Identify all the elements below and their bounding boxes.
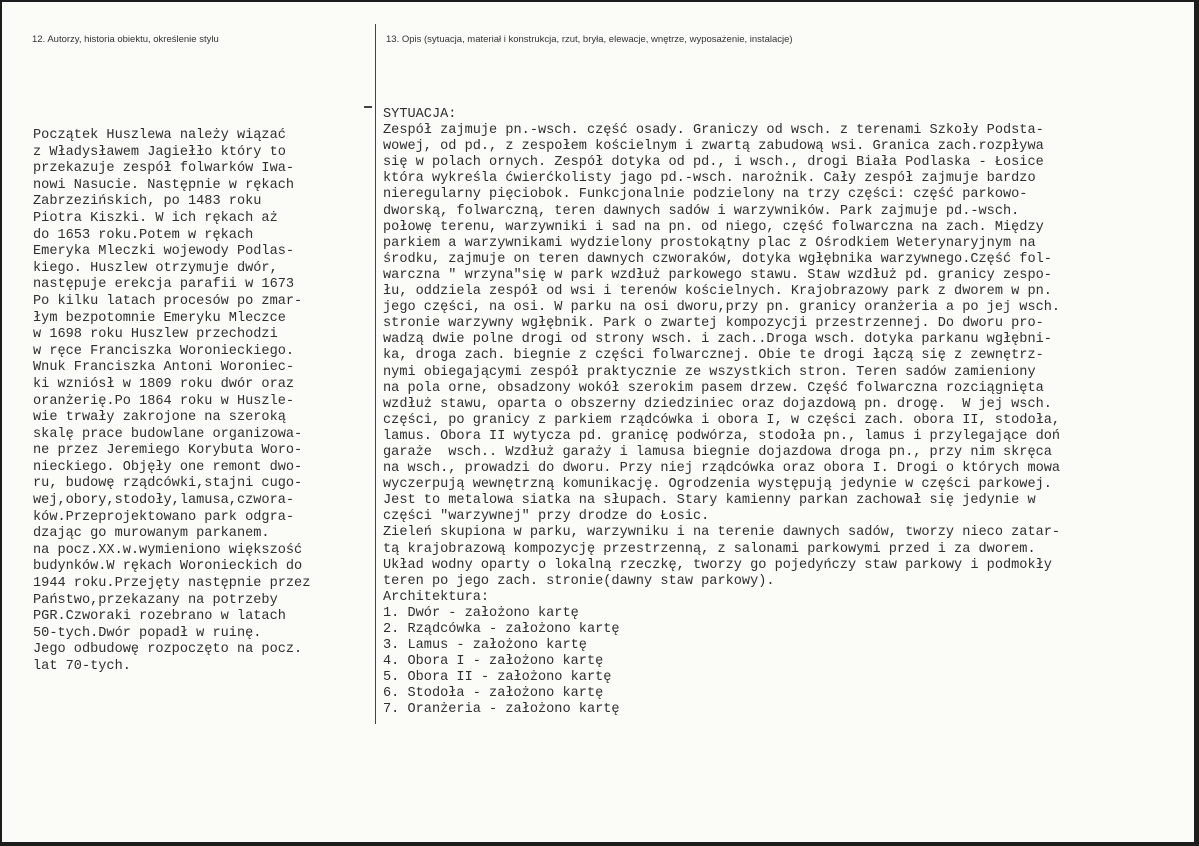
description-line: teren po jego zach. stronie(dawny staw parkowy).	[383, 573, 775, 589]
history-line: wej,obory,stodoły,lamusa,czwora-	[33, 493, 295, 509]
history-line: Wnuk Franciszka Antoni Woroniec-	[33, 360, 295, 376]
description-line: SYTUACJA:	[383, 107, 457, 122]
description-line: nieregularny pięciobok. Funkcjonalnie podzielony na trzy części: część parkowo-	[383, 187, 1028, 203]
description-line: wyczerpują wewnętrzną komunikację. Ogrodzenia występują jedynie w części parkowej.	[383, 477, 1052, 493]
history-line: łym bezpotomnie Emeryku Mleczce	[33, 310, 286, 326]
description-line: 2. Rządcówka - założono kartę	[383, 622, 620, 637]
history-line: 50-tych.Dwór popadł w ruinę.	[33, 625, 262, 641]
description-line: części "warzywnej" przy drodze do Łosic.	[383, 509, 710, 525]
description-line: Zieleń skupiona w parku, warzywniku i na terenie dawnych sadów, tworzy nieco zatar-	[383, 525, 1061, 541]
description-line: 6. Stodoła - założono kartę	[383, 686, 604, 702]
section-13-header: 13. Opis (sytuacja, materiał i konstrukcja, rzut, bryła, elewacje, wnętrze, wyposażenie, instalacje)	[386, 34, 793, 45]
column-divider	[375, 24, 376, 724]
description-line: Układ wodny oparty o lokalną rzeczkę, tworzy go pojedyńczy staw parkowy i podmokły	[383, 557, 1052, 573]
history-line: przekazuje zespół folwarków Iwa-	[33, 161, 295, 177]
description-text	[383, 107, 1060, 719]
history-line: na pocz.XX.w.wymieniono większość	[33, 542, 303, 558]
description-line: łu, oddziela zespół od wsi i terenów kościelnych. Krajobrazowy park z dworem w pn.	[383, 284, 1052, 300]
description-line: która wykreśla ćwierćkolisty jago pd.-wsch. narożnik. Cały zespół zajmuje bardzo	[383, 171, 1036, 187]
description-line: jego części, na osi. W parku na osi dworu,przy pn. granicy oranżeria a po jej wsch.	[383, 300, 1061, 316]
description-line: się w polach ornych. Zespół dotyka od pd., i wsch., drogi Biała Podlaska - Łosice	[383, 155, 1044, 171]
description-line: lamus. Obora II wytycza pd. granicę podwórza, stodoła pn., lamus i przylegające doń	[383, 428, 1061, 444]
description-line: części, po granicy z parkiem rządcówka i obora I, w części zach. obora II, stodoła,	[383, 412, 1061, 428]
description-line: wadzą dwie polne drogi od strony wsch. i zach..Droga wsch. dotyka parkanu wgłębni-	[383, 332, 1052, 348]
description-line: nymi obiegającymi zespół praktycznie ze wszystkich stron. Teren sadów zamieniony	[383, 364, 1036, 380]
description-line: stronie warzywny wgłębnik. Park o zwartej kompozycji przestrzennej. Do dworu pro-	[383, 316, 1044, 332]
history-line: Zabrzezińskich, po 1483 roku	[33, 194, 262, 210]
description-line: Jest to metalowa siatka na słupach. Stary kamienny parkan zachował się jedynie w	[383, 493, 1036, 509]
description-line: wzdłuż stawu, oparta o obszerny dziedziniec oraz dojazdową pn. drogę. W jej wsch.	[383, 396, 1052, 412]
history-line: wie trwały zakrojone na szeroką	[33, 410, 286, 426]
history-line: ków.Przeprojektowano park odgra-	[33, 509, 295, 525]
margin-dash-mark	[364, 106, 372, 108]
history-line: dzając go murowanym parkanem.	[33, 526, 270, 542]
description-line: 7. Oranżeria - założono kartę	[383, 702, 620, 718]
history-line: skalę prace budowlane organizowa-	[33, 426, 303, 442]
history-line: 1944 roku.Przejęty następnie przez	[33, 576, 311, 592]
description-line: dworską, folwarczną, teren dawnych sadów i warzywników. Park zajmuje pd.-wsch.	[383, 203, 1020, 219]
history-line: ki wzniósł w 1809 roku dwór oraz	[33, 376, 295, 392]
history-line: następuje erekcja parafii w 1673	[33, 277, 295, 293]
description-line: na wsch., prowadzi do dworu. Przy niej rządcówka oraz obora I. Drogi o których mowa	[383, 461, 1061, 477]
document-sheet	[2, 2, 1194, 842]
description-line: 1. Dwór - założono kartę	[383, 605, 579, 621]
description-line: 4. Obora I - założono kartę	[383, 654, 604, 670]
history-line: Emeryka Mleczki wojewody Podlas-	[33, 244, 295, 260]
history-line: do 1653 roku.Potem w rękach	[33, 227, 254, 243]
history-line: nowi Nasucie. Następnie w rękach	[33, 177, 295, 193]
history-line: nieckiego. Objęły one remont dwo-	[33, 459, 303, 475]
description-line: warczna " wrzyna"się w park wzdłuż parkowego stawu. Staw wzdłuż pd. granicy zespo-	[383, 267, 1052, 283]
description-line: ka, droga zach. biegnie z części folwarcznej. Obie te drogi łączą się z zewnętrz-	[383, 348, 1044, 364]
history-line: Piotra Kiszki. W ich rękach aż	[33, 210, 278, 226]
description-line: tą krajobrazową kompozycję przestrzenną, z salonami parkowymi przed i za dworem.	[383, 541, 1036, 557]
history-line: Państwo,przekazany na potrzeby	[33, 592, 278, 608]
history-line: Początek Huszlewa należy wiązać	[33, 128, 286, 143]
history-line: PGR.Czworaki rozebrano w latach	[33, 609, 286, 625]
description-line: na pola orne, obsadzony wokół szerokim pasem drzew. Część folwarczna rozciągnięta	[383, 380, 1044, 396]
history-line: Po kilku latach procesów po zmar-	[33, 293, 303, 309]
description-line: Architektura:	[383, 589, 490, 605]
history-line: lat 70-tych.	[33, 659, 131, 674]
history-line: Jego odbudowę rozpoczęto na pocz.	[33, 642, 303, 658]
history-line: ru, budowę rządcówki,stajni cugo-	[33, 476, 303, 492]
history-line: ne przez Jeremiego Korybuta Woro-	[33, 443, 303, 459]
history-text	[33, 128, 310, 676]
history-line: z Władysławem Jagiełło który to	[33, 144, 286, 160]
description-line: 3. Lamus - założono kartę	[383, 638, 587, 654]
history-line: kiego. Huszlew otrzymuje dwór,	[33, 260, 278, 276]
description-line: garaże wsch.. Wzdłuż garaży i lamusa biegnie dojazdowa droga pn., przy nim skręca	[383, 444, 1052, 460]
section-12-header: 12. Autorzy, historia obiektu, określenie stylu	[32, 34, 219, 45]
history-line: w 1698 roku Huszlew przechodzi	[33, 327, 278, 343]
history-line: budynków.W rękach Woronieckich do	[33, 559, 303, 575]
description-line: 5. Obora II - założono kartę	[383, 670, 612, 686]
history-line: oranżerię.Po 1864 roku w Huszle-	[33, 393, 295, 409]
history-line: w ręce Franciszka Woronieckiego.	[33, 343, 295, 359]
description-line: połowę terenu, warzywniki i sad na pn. od niego, część folwarczna na zach. Między	[383, 219, 1044, 235]
description-line: środku, zajmuje on teren dawnych czworaków, dotyka wgłębnika warzywnego.Część fol-	[383, 251, 1052, 267]
description-line: parkiem a warzywnikami wydzielony prostokątny plac z Ośrodkiem Weterynaryjnym na	[383, 235, 1036, 251]
description-line: Zespół zajmuje pn.-wsch. część osady. Graniczy od wsch. z terenami Szkoły Podsta-	[383, 123, 1044, 139]
description-line: wowej, od pd., z zespołem kościelnym i zwartą zabudową wsi. Granica zach.rozpływa	[383, 139, 1044, 155]
